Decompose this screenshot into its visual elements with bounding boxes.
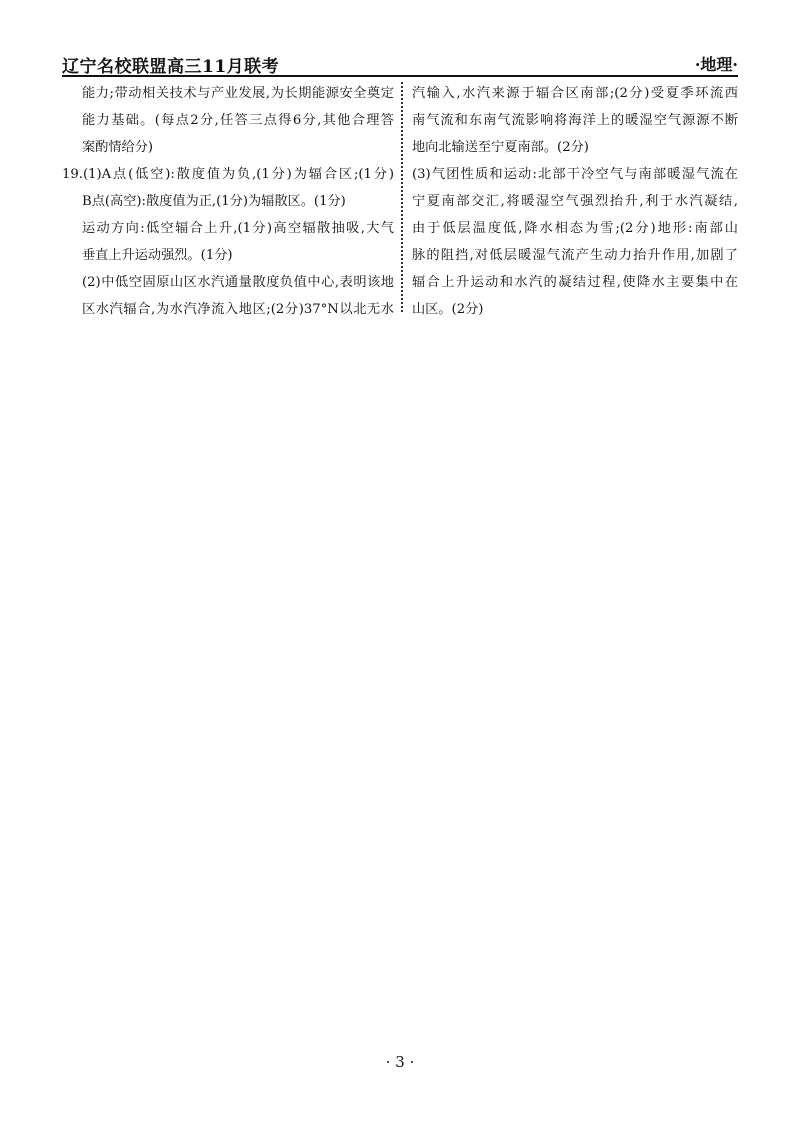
column-divider bbox=[401, 82, 403, 312]
text-line: 山区。(2分) bbox=[412, 302, 484, 317]
text-line: 南气流和东南气流影响将海洋上的暖湿空气源源不断 bbox=[412, 113, 738, 128]
text-line: 辐合上升运动和水汽的凝结过程,使降水主要集中在 bbox=[412, 275, 738, 290]
subject-label: ·地理· bbox=[694, 55, 738, 74]
text-line: (3)气团性质和运动:北部干冷空气与南部暖湿气流在 bbox=[412, 167, 738, 182]
text-line: 案酌情给分) bbox=[82, 140, 154, 155]
exam-title: 辽宁名校联盟高三11月联考 bbox=[62, 57, 280, 77]
left-column bbox=[62, 80, 394, 323]
text-line: 能力;带动相关技术与产业发展,为长期能源安全奠定 bbox=[82, 86, 394, 101]
page-header bbox=[62, 52, 738, 77]
right-column bbox=[412, 80, 738, 323]
page-number: · 3 · bbox=[385, 1053, 415, 1071]
text-line: 能力基础。(每点2分,任答三点得6分,其他合理答 bbox=[82, 113, 394, 128]
header-rule bbox=[62, 75, 738, 77]
question-19-start: 19.(1)A点(低空):散度值为负,(1分)为辐合区;(1分) bbox=[62, 167, 394, 182]
text-line: 地向北输送至宁夏南部。(2分) bbox=[412, 140, 589, 155]
text-line: 脉的阻挡,对低层暖湿气流产生动力抬升作用,加剧了 bbox=[412, 248, 738, 263]
text-line: B点(高空):散度值为正,(1分)为辐散区。(1分) bbox=[82, 194, 346, 209]
text-line: 由于低层温度低,降水相态为雪;(2分)地形:南部山 bbox=[412, 221, 738, 236]
text-line: 垂直上升运动强烈。(1分) bbox=[82, 248, 233, 263]
text-line: 区水汽辐合,为水汽净流入地区;(2分)37°N以北无水 bbox=[82, 302, 394, 317]
text-line: 汽输入,水汽来源于辐合区南部;(2分)受夏季环流西 bbox=[412, 86, 738, 101]
text-line: (2)中低空固原山区水汽通量散度负值中心,表明该地 bbox=[82, 275, 394, 290]
text-line: 运动方向:低空辐合上升,(1分)高空辐散抽吸,大气 bbox=[82, 221, 394, 236]
text-line: 宁夏南部交汇,将暖湿空气强烈抬升,利于水汽凝结, bbox=[412, 194, 738, 209]
